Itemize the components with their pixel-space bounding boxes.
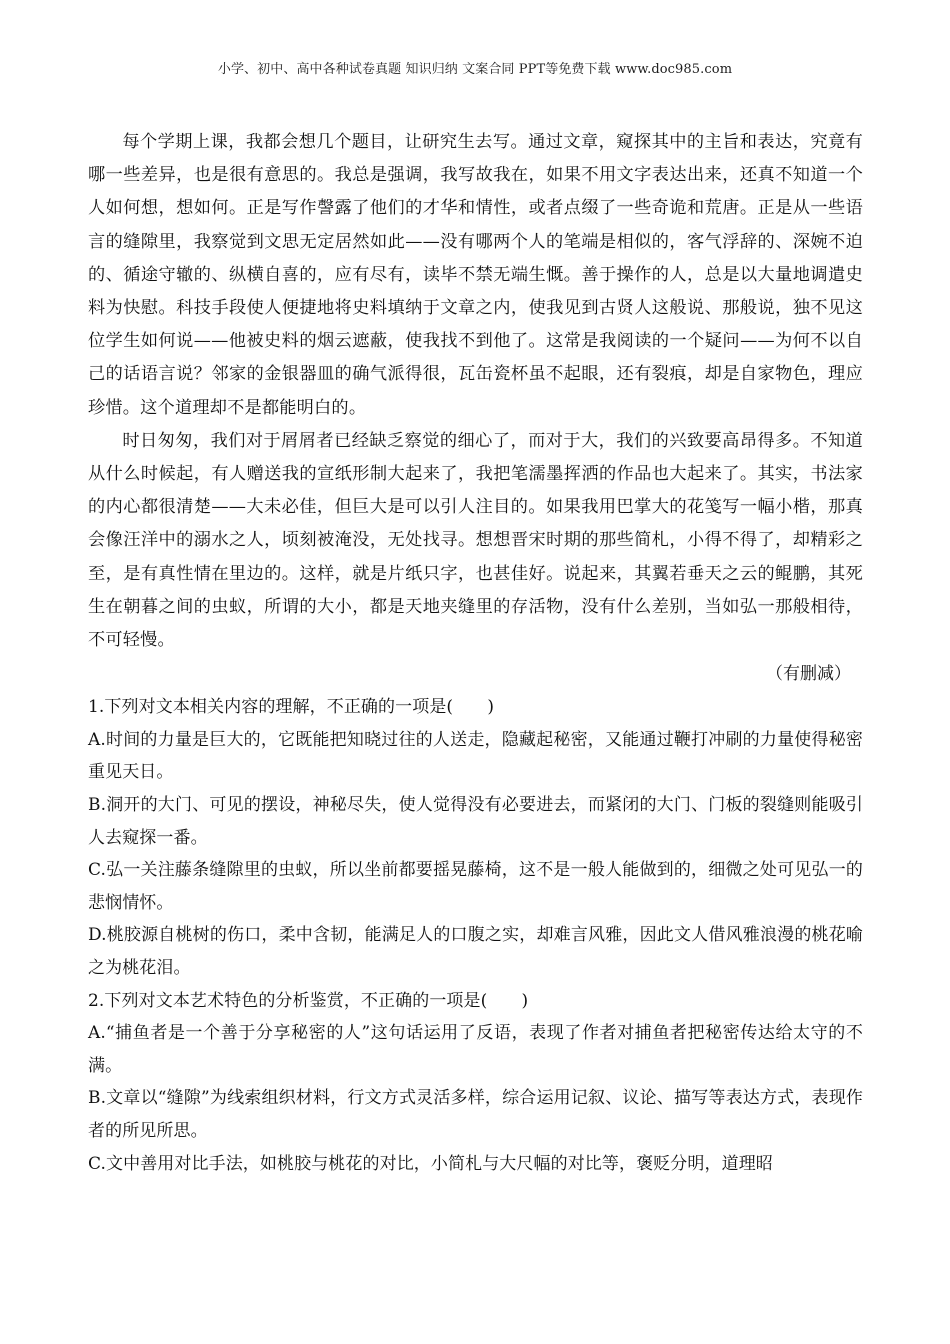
page-header: 小学、初中、高中各种试卷真题 知识归纳 文案合同 PPT等免费下载 www.doc985.com: [217, 62, 733, 77]
question-section: [88, 691, 863, 1180]
question-option: A.时间的力量是巨大的，它既能把知晓过往的人送走，隐藏起秘密，又能通过鞭打冲刷的力量使得秘密重见天日。: [88, 729, 863, 783]
abridged-note: （有删减）: [766, 664, 851, 685]
question-option: C.文中善用对比手法，如桃胶与桃花的对比，小简札与大尺幅的对比等，褒贬分明，道理昭: [88, 1153, 773, 1174]
question-option: C.弘一关注藤条缝隙里的虫蚁，所以坐前都要摇晃藤椅，这不是一般人能做到的，细微之处可见弘一的悲悯情怀。: [88, 860, 863, 913]
document-content: [88, 126, 863, 1180]
question-option: B.洞开的大门、可见的摆设，神秘尽失，使人觉得没有必要进去，而紧闭的大门、门板的裂缝则能吸引人去窥探一番。: [88, 795, 863, 848]
article-paragraph: 每个学期上课，我都会想几个题目，让研究生去写。通过文章，窥探其中的主旨和表达，究竟有哪一些差异，也是很有意思的。我总是强调，我写故我在，如果不用文字表达出来，还真不知道一个人如何想，想如何。正是写作謦露了他们的才华和情性，或者点缀了一些奇诡和荒唐。正是从一些语言的缝隙里，我察觉到文思无定居然如此——没有哪两个人的笔端是相似的，客气浮辞的、深婉不迫的、循途守辙的、纵横自喜的，应有尽有，读毕不禁无端生慨。善于操作的人，总是以大量地调遣史料为快慰。科技手段使人便捷地将史料填纳于文章之内，使我见到古贤人这般说、那般说，独不见这位学生如何说——他被史料的烟云遮蔽，使我找不到他了。这常是我阅读的一个疑问——为何不以自己的话语言说？邻家的金银器皿的确气派得很，瓦缶瓷杯虽不起眼，还有裂痕，却是自家物色，理应珍惜。这个道理却不是都能明白的。: [88, 132, 863, 418]
question-stem: 2.下列对文本艺术特色的分析鉴赏，不正确的一项是( ): [88, 990, 529, 1011]
article-body: [88, 126, 863, 657]
question-option: D.桃胶源自桃树的伤口，柔中含韧，能满足人的口腹之实，却难言风雅，因此文人借风雅浪漫的桃花喻之为桃花泪。: [88, 925, 863, 978]
article-paragraph: 时日匆匆，我们对于屑屑者已经缺乏察觉的细心了，而对于大，我们的兴致要高昂得多。不知道从什么时候起，有人赠送我的宣纸形制大起来了，我把笔濡墨挥洒的作品也大起来了。其实，书法家的内心都很清楚——大未必佳，但巨大是可以引人注目的。如果我用巴掌大的花笺写一幅小楷，那真会像汪洋中的溺水之人，顷刻被淹没，无处找寻。想想晋宋时期的那些简札，小得不得了，却精彩之至，是有真性情在里边的。这样，就是片纸只字，也甚佳好。说起来，其翼若垂天之云的鲲鹏，其死生在朝暮之间的虫蚁，所谓的大小，都是天地夹缝里的存活物，没有什么差别，当如弘一那般相待，不可轻慢。: [88, 430, 863, 651]
question-option: B.文章以“缝隙”为线索组织材料，行文方式灵活多样，综合运用记叙、议论、描写等表达方式，表现作者的所见所思。: [88, 1088, 863, 1141]
question-stem: 1.下列对文本相关内容的理解，不正确的一项是( ): [88, 697, 495, 718]
question-option: A.“捕鱼者是一个善于分享秘密的人”这句话运用了反语，表现了作者对捕鱼者把秘密传达给太守的不满。: [88, 1023, 863, 1076]
